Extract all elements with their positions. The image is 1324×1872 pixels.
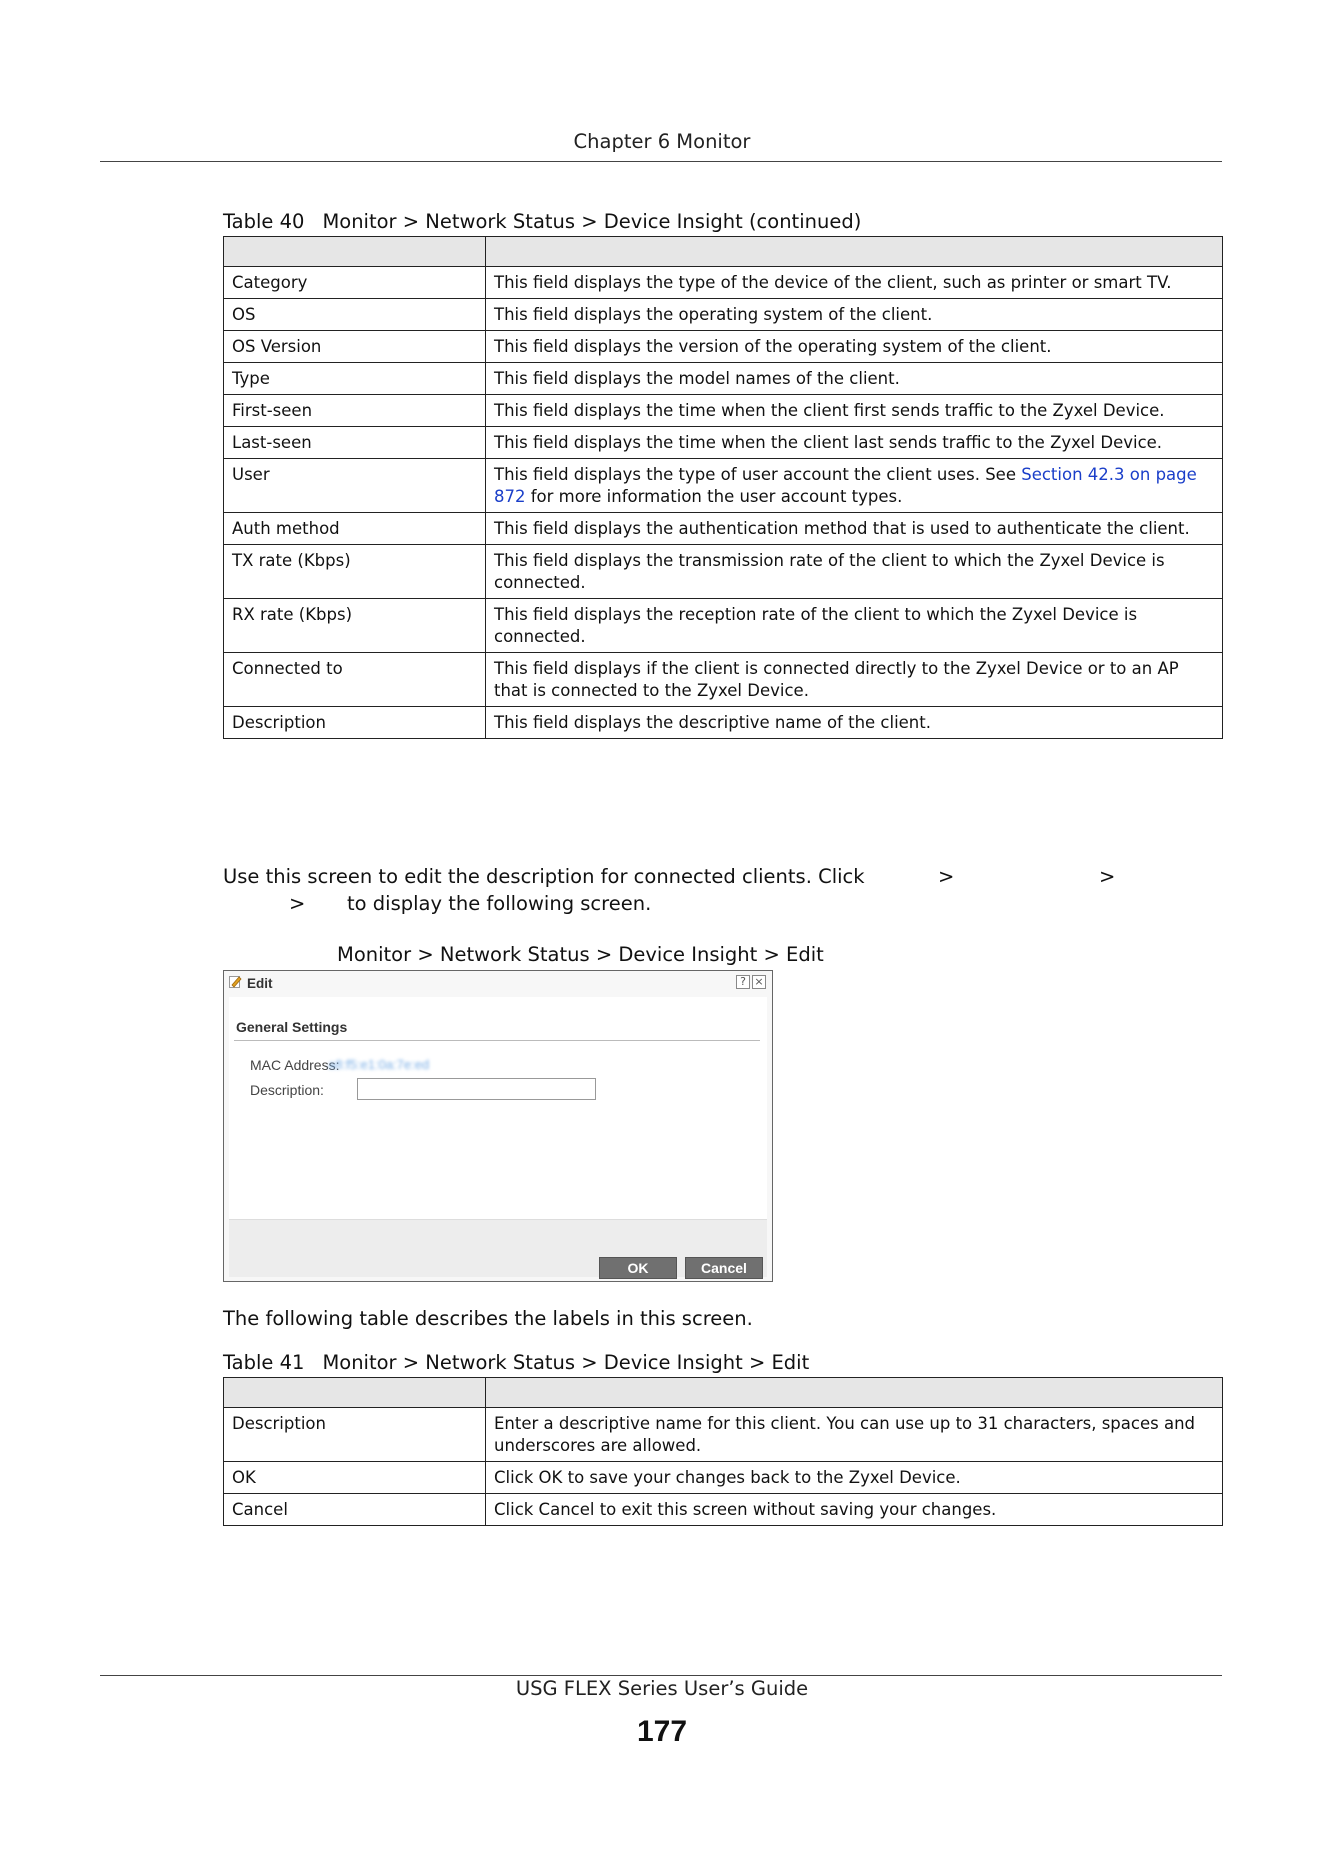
row-label: RX rate (Kbps) xyxy=(224,599,486,653)
cancel-button[interactable]: Cancel xyxy=(685,1257,763,1279)
table-row xyxy=(224,1408,1223,1462)
table-row xyxy=(224,513,1223,545)
row-description: This field displays the model names of the client. xyxy=(486,363,1223,395)
table-row xyxy=(224,363,1223,395)
guide-title: USG FLEX Series User’s Guide xyxy=(515,1677,809,1700)
intro-line-2: to display the following screen. xyxy=(347,892,652,915)
row-label: Auth method xyxy=(224,513,486,545)
table-row xyxy=(224,545,1223,599)
description-label: Description: xyxy=(250,1082,324,1098)
row-description: Enter a descriptive name for this client. You can use up to 31 characters, spaces and underscores are allowed. xyxy=(486,1408,1223,1462)
row-label: Type xyxy=(224,363,486,395)
intro-line-1: Use this screen to edit the description for connected clients. Click xyxy=(223,865,865,888)
edit-pencil-icon xyxy=(229,975,242,989)
table41-intro: The following table describes the labels in this screen. xyxy=(223,1307,753,1330)
chapter-header: Chapter 6 Monitor xyxy=(573,130,751,153)
table41 xyxy=(223,1377,1223,1526)
description-input[interactable] xyxy=(357,1078,596,1100)
table-row xyxy=(224,395,1223,427)
row-description: This field displays the transmission rate of the client to which the Zyxel Device is connected. xyxy=(486,545,1223,599)
row-label: Connected to xyxy=(224,653,486,707)
row-label: OK xyxy=(224,1462,486,1494)
ok-button[interactable]: OK xyxy=(599,1257,677,1279)
table-row xyxy=(224,1462,1223,1494)
row-description: This field displays the reception rate of the client to which the Zyxel Device is connected. xyxy=(486,599,1223,653)
mac-address-label: MAC Address: xyxy=(250,1057,340,1073)
row-description: This field displays the descriptive name of the client. xyxy=(486,707,1223,739)
table-row xyxy=(224,427,1223,459)
page-number: 177 xyxy=(636,1715,688,1748)
footer-rule xyxy=(100,1675,1222,1676)
row-label: Cancel xyxy=(224,1494,486,1526)
table40 xyxy=(223,236,1223,739)
row-description: Click OK to save your changes back to the Zyxel Device. xyxy=(486,1462,1223,1494)
row-description: This field displays the time when the client last sends traffic to the Zyxel Device. xyxy=(486,427,1223,459)
section-divider xyxy=(234,1040,760,1041)
figure-caption: Monitor > Network Status > Device Insight > Edit xyxy=(337,943,824,966)
row-label: First-seen xyxy=(224,395,486,427)
table-row xyxy=(224,331,1223,363)
help-icon[interactable]: ? xyxy=(736,975,750,989)
table40-header-row xyxy=(224,237,1223,267)
row-description: This field displays the time when the client first sends traffic to the Zyxel Device. xyxy=(486,395,1223,427)
header-rule xyxy=(100,161,1222,162)
row-description: This field displays the version of the operating system of the client. xyxy=(486,331,1223,363)
row-description: This field displays the authentication method that is used to authenticate the client. xyxy=(486,513,1223,545)
table-row xyxy=(224,299,1223,331)
table-row xyxy=(224,707,1223,739)
intro-gt-3: > xyxy=(289,892,306,915)
row-label: OS Version xyxy=(224,331,486,363)
table-row xyxy=(224,599,1223,653)
general-settings-title: General Settings xyxy=(236,1019,348,1035)
table-row xyxy=(224,459,1223,513)
edit-dialog xyxy=(223,970,773,1282)
intro-gt-1: > xyxy=(938,865,955,888)
section-link[interactable]: Section 42.3 on page 872 xyxy=(494,465,1197,506)
row-label: Description xyxy=(224,1408,486,1462)
table-row xyxy=(224,653,1223,707)
dialog-title: Edit xyxy=(247,976,273,991)
row-label: TX rate (Kbps) xyxy=(224,545,486,599)
row-label: User xyxy=(224,459,486,513)
row-description: This field displays the type of the device of the client, such as printer or smart TV. xyxy=(486,267,1223,299)
table-row xyxy=(224,1494,1223,1526)
row-description: This field displays the type of user account the client uses. See Section 42.3 on page 872 for more information the user account types. xyxy=(486,459,1223,513)
row-description: This field displays if the client is connected directly to the Zyxel Device or to an AP that is connected to the Zyxel Device. xyxy=(486,653,1223,707)
table41-caption-text: Monitor > Network Status > Device Insight > Edit xyxy=(322,1351,810,1374)
row-label: Last-seen xyxy=(224,427,486,459)
table40-caption-label: Table 40 xyxy=(223,210,305,233)
table40-caption-text: Monitor > Network Status > Device Insight (continued) xyxy=(322,210,862,233)
row-description: This field displays the operating system of the client. xyxy=(486,299,1223,331)
table-row xyxy=(224,267,1223,299)
table41-header-row xyxy=(224,1378,1223,1408)
row-description: Click Cancel to exit this screen without saving your changes. xyxy=(486,1494,1223,1526)
row-label: Description xyxy=(224,707,486,739)
row-label: Category xyxy=(224,267,486,299)
table41-caption xyxy=(223,1351,809,1374)
mac-address-value: a8:f5:e1:0a:7e:ed xyxy=(328,1057,430,1072)
table40-caption xyxy=(223,210,861,233)
row-label: OS xyxy=(224,299,486,331)
close-icon[interactable]: × xyxy=(752,975,766,989)
table41-caption-label: Table 41 xyxy=(223,1351,305,1374)
intro-gt-2: > xyxy=(1099,865,1116,888)
